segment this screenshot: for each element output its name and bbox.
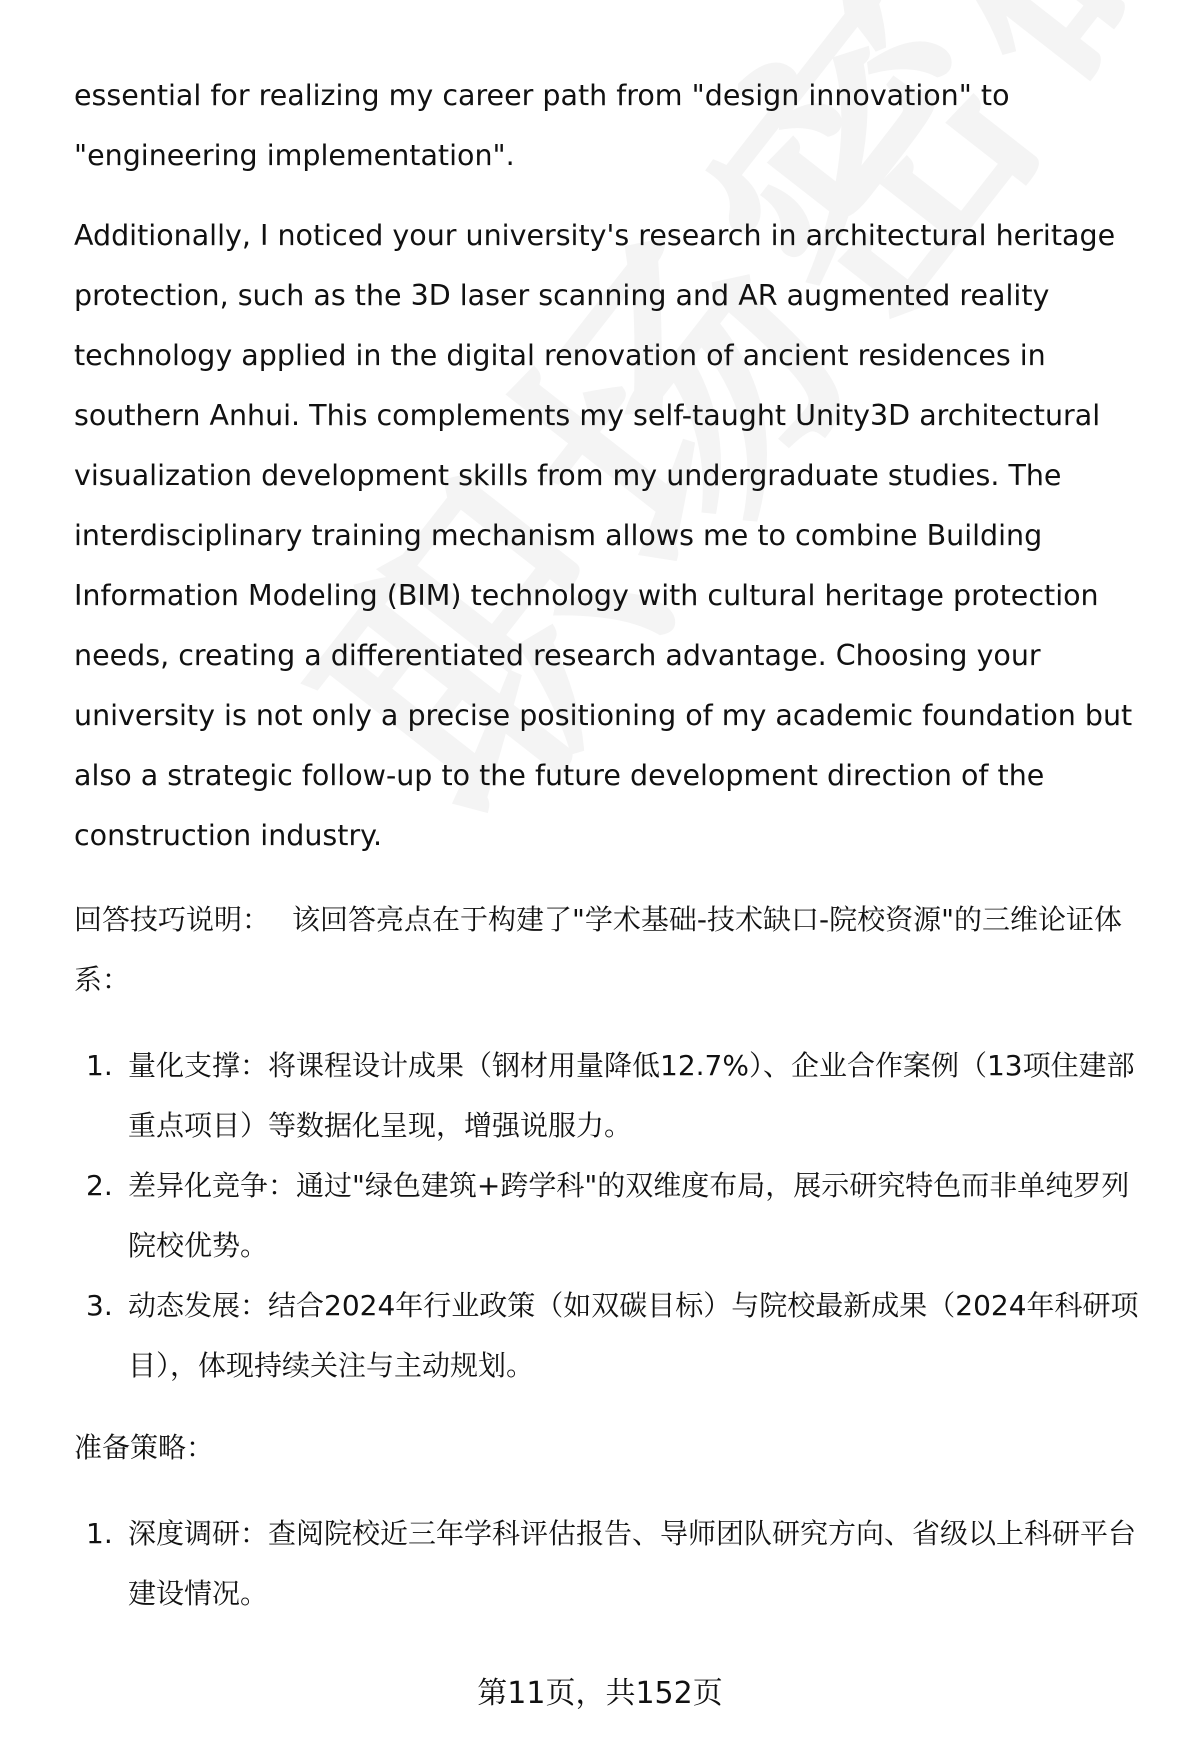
list-number: 3. (86, 1289, 113, 1322)
tips-paragraph (74, 890, 1144, 1010)
list-item-text: 动态发展：结合2024年行业政策（如双碳目标）与院校最新成果（2024年科研项目），体现持续关注与主动规划。 (128, 1289, 1139, 1382)
paragraph-career-path: essential for realizing my career path from "design innovation" to "engineering implementation". (74, 79, 1010, 172)
list-number: 1. (86, 1517, 113, 1550)
list-number: 1. (86, 1049, 113, 1082)
list-item-text: 深度调研：查阅院校近三年学科评估报告、导师团队研究方向、省级以上科研平台建设情况。 (128, 1517, 1137, 1610)
list-item (74, 1036, 1144, 1156)
list-item (74, 1504, 1144, 1624)
prep-list (74, 1504, 1144, 1624)
tips-text: 该回答亮点在于构建了"学术基础-技术缺口-院校资源"的三维论证体系： (74, 903, 1122, 996)
prep-heading: 准备策略： (74, 1431, 215, 1464)
list-item (74, 1156, 1144, 1276)
list-item (74, 1276, 1144, 1396)
list-item-text: 差异化竞争：通过"绿色建筑+跨学科"的双维度布局，展示研究特色而非单纯罗列院校优势。 (128, 1169, 1130, 1262)
list-number: 2. (86, 1169, 113, 1202)
tips-list (74, 1036, 1144, 1396)
page-content (74, 66, 1144, 1624)
list-item-text: 量化支撑：将课程设计成果（钢材用量降低12.7%）、企业合作案例（13项住建部重点项目）等数据化呈现，增强说服力。 (128, 1049, 1135, 1142)
paragraph-heritage-research: Additionally, I noticed your university's research in architectural heritage protection, such as the 3D laser scanning and AR augmented reality technology applied in the digital renovation of ancient residences in southern Anhui. This complements my self-taught Unity3D architectural visualization development skills from my undergraduate studies. The interdisciplinary training mechanism allows me to combine Building Information Modeling (BIM) technology with cultural heritage protection needs, creating a differentiated research advantage. Choosing your university is not only a precise positioning of my academic foundation but also a strategic follow-up to the future development direction of the construction industry. (74, 219, 1133, 852)
tips-label: 回答技巧说明： (74, 903, 271, 936)
page-number: 第11页，共152页 (477, 1676, 723, 1711)
